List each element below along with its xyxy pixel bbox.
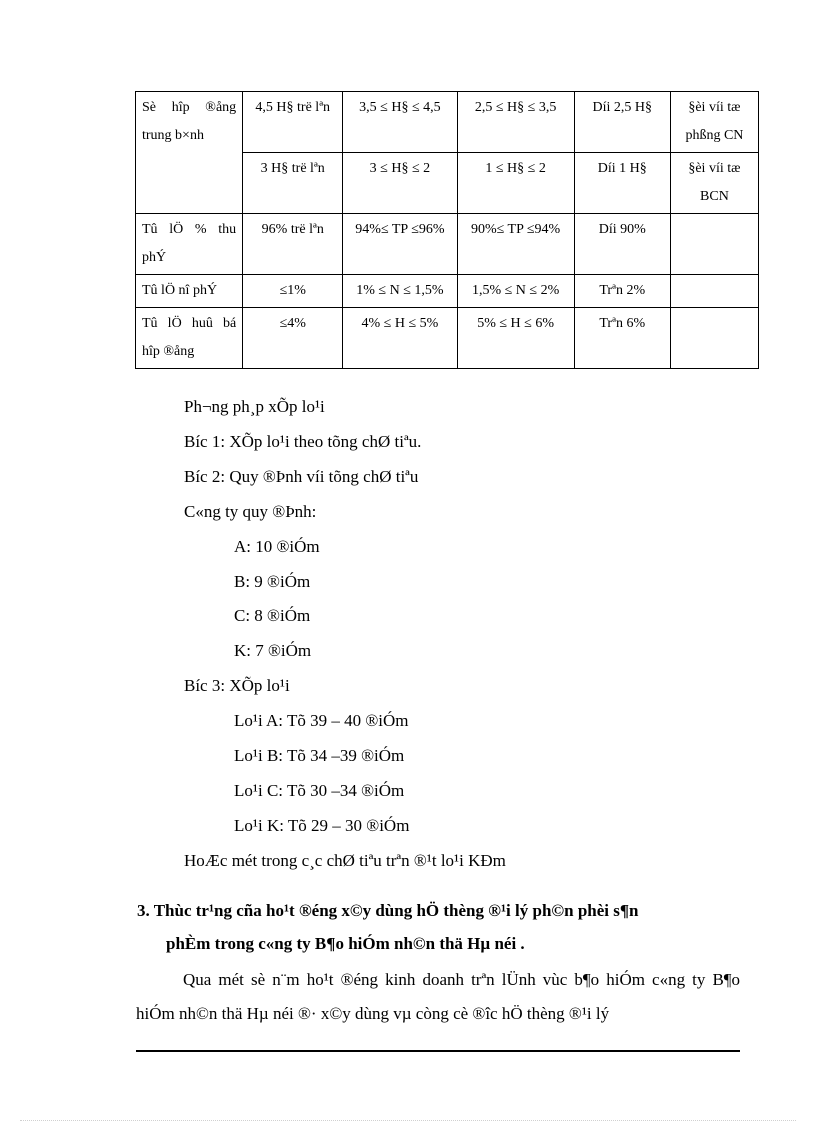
class-item: Lo¹i A: Tõ 39 – 40 ®iÓm xyxy=(234,711,409,730)
class-item: Lo¹i C: Tõ 30 –34 ®iÓm xyxy=(234,781,405,800)
step-1: Bíc 1: XÕp lo¹i theo tõng chØ tiªu. xyxy=(184,432,422,451)
class-item: Lo¹i K: Tõ 29 – 30 ®iÓm xyxy=(234,816,410,835)
score-item: B: 9 ®iÓm xyxy=(234,572,311,591)
method-title: Ph¬ng ph¸p xÕp lo¹i xyxy=(184,397,325,416)
table-cell: §èi víi tæ phßng CN xyxy=(670,92,758,153)
table-cell: 4% ≤ H ≤ 5% xyxy=(343,308,457,369)
table-cell: Trªn 6% xyxy=(574,308,670,369)
criteria-table xyxy=(135,91,759,369)
table-cell: 3 H§ trë lªn xyxy=(243,153,343,214)
table-cell: ≤1% xyxy=(243,275,343,308)
table-row xyxy=(136,92,759,153)
table-cell: Díi 1 H§ xyxy=(574,153,670,214)
table-cell: 3,5 ≤ H§ ≤ 4,5 xyxy=(343,92,457,153)
table-cell: 3 ≤ H§ ≤ 2 xyxy=(343,153,457,214)
section-paragraph: Qua mét sè n¨m ho¹t ®éng kinh doanh trªn lÜnh vùc b¶o hiÓm c«ng ty B¶o hiÓm nh©n thä Hµ néi ®· x©y dùng vµ còng cè ®îc hÖ thèng ®¹i lý xyxy=(136,970,740,1023)
section-heading-line-2: phÈm trong c«ng ty B¶o hiÓm nh©n thä Hµ néi . xyxy=(166,934,525,953)
table-cell: 94%≤ TP ≤96% xyxy=(343,214,457,275)
table-cell: 2,5 ≤ H§ ≤ 3,5 xyxy=(457,92,574,153)
note-line: HoÆc mét trong c¸c chØ tiªu trªn ®¹t lo¹i KÐm xyxy=(184,851,506,870)
class-item: Lo¹i B: Tõ 34 –39 ®iÓm xyxy=(234,746,405,765)
table-row xyxy=(136,275,759,308)
score-item: A: 10 ®iÓm xyxy=(234,537,320,556)
table-cell: 90%≤ TP ≤94% xyxy=(457,214,574,275)
section-heading-line-1: 3. Thùc tr¹ng cña ho¹t ®éng x©y dùng hÖ thèng ®¹i lý ph©n phèi s¶n xyxy=(137,901,639,920)
table-cell xyxy=(670,214,758,275)
table-cell: Trªn 2% xyxy=(574,275,670,308)
table-cell: Tû lÖ nî phÝ xyxy=(136,275,243,308)
table-cell: 4,5 H§ trë lªn xyxy=(243,92,343,153)
score-item: C: 8 ®iÓm xyxy=(234,606,311,625)
table-row xyxy=(136,214,759,275)
table-cell: 5% ≤ H ≤ 6% xyxy=(457,308,574,369)
page-edge-divider xyxy=(20,1120,796,1121)
footer-rule xyxy=(136,1050,740,1052)
score-item: K: 7 ®iÓm xyxy=(234,641,312,660)
table-cell: Tû lÖ % thu phÝ xyxy=(136,214,243,275)
table-cell: ≤4% xyxy=(243,308,343,369)
table-cell: Díi 90% xyxy=(574,214,670,275)
table-cell: Díi 2,5 H§ xyxy=(574,92,670,153)
table-cell: 1% ≤ N ≤ 1,5% xyxy=(343,275,457,308)
table-cell: Tû lÖ huû bá hîp ®ång xyxy=(136,308,243,369)
table-cell: Sè hîp ®ång trung b×nh xyxy=(136,92,243,214)
table-cell: 96% trë lªn xyxy=(243,214,343,275)
company-rule: C«ng ty quy ®Þnh: xyxy=(184,502,317,521)
table-cell: 1,5% ≤ N ≤ 2% xyxy=(457,275,574,308)
table-cell xyxy=(670,275,758,308)
step-3: Bíc 3: XÕp lo¹i xyxy=(184,676,290,695)
table-cell: 1 ≤ H§ ≤ 2 xyxy=(457,153,574,214)
table-cell xyxy=(670,308,758,369)
table-cell: §èi víi tæ BCN xyxy=(670,153,758,214)
step-2: Bíc 2: Quy ®Þnh víi tõng chØ tiªu xyxy=(184,467,419,486)
table-row xyxy=(136,308,759,369)
